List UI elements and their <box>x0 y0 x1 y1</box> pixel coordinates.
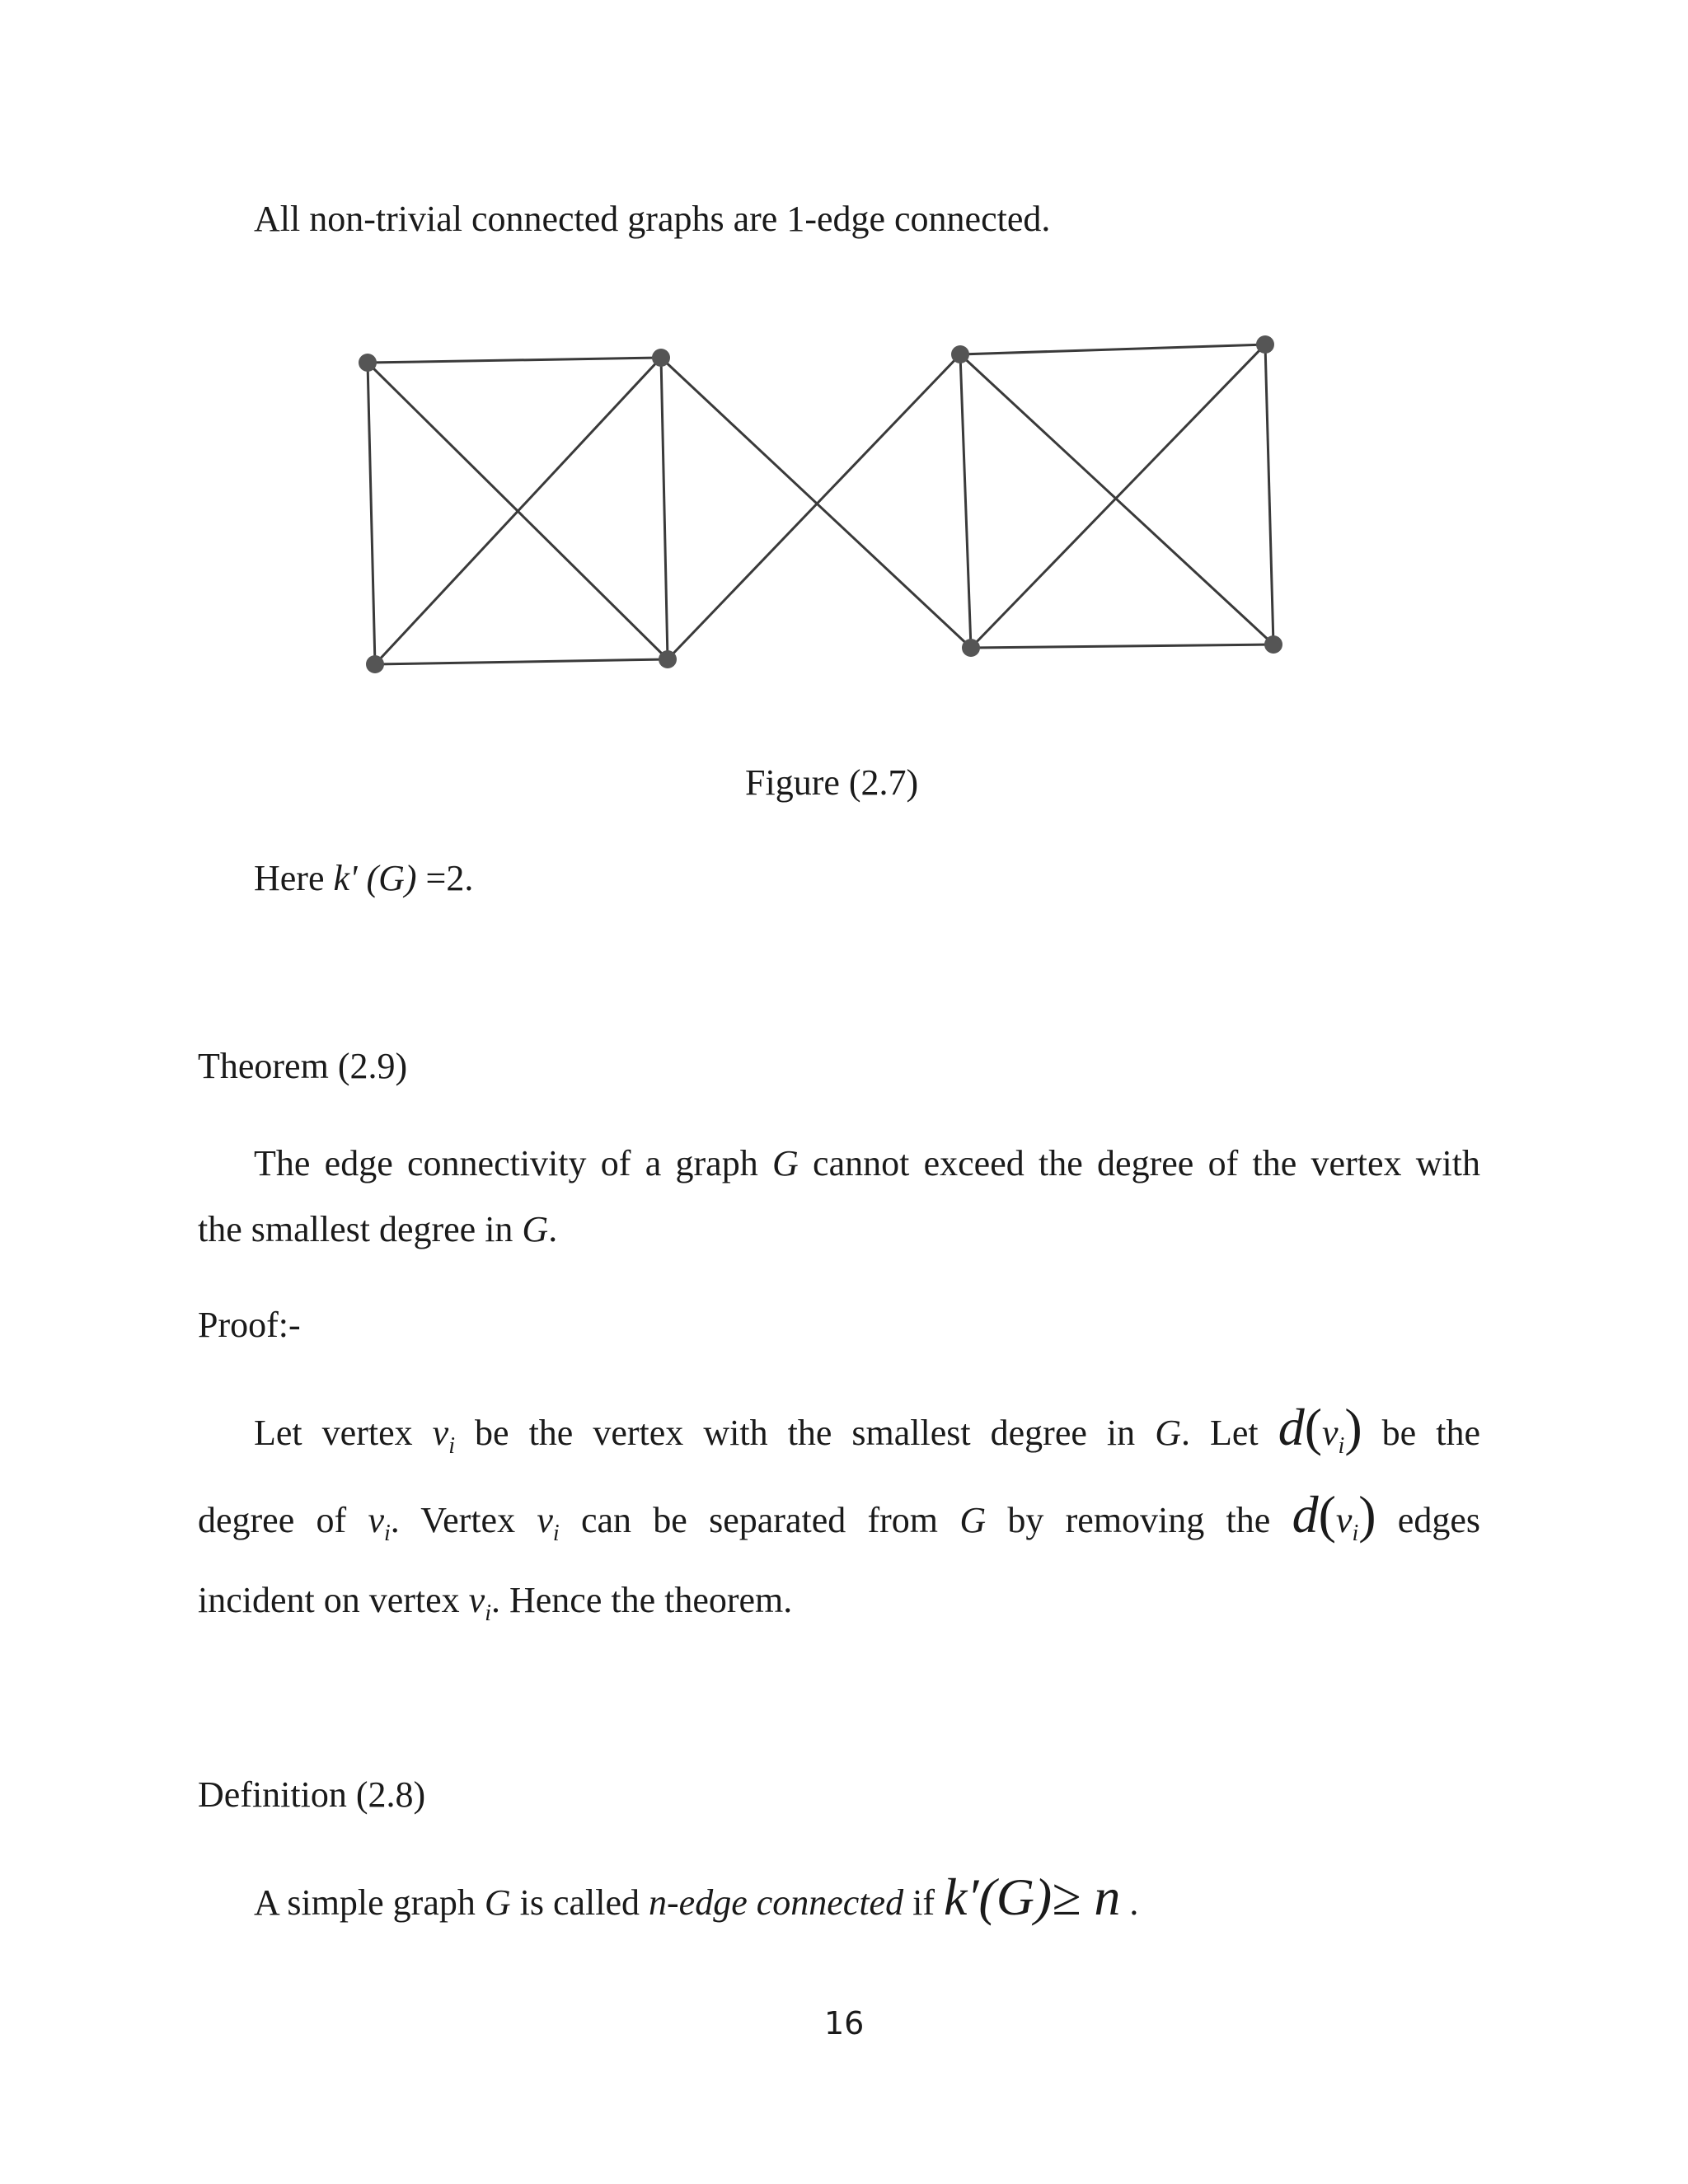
proof-heading: Proof:- <box>198 1305 301 1345</box>
graph-edge-e-g <box>960 354 971 648</box>
graph-edge-f-g <box>971 344 1265 648</box>
theorem-text-b: cannot exceed the degree of the vertex with <box>798 1143 1480 1183</box>
graph-vertex-a <box>359 354 377 372</box>
graph-edge-b-d <box>661 358 668 659</box>
math-g: G <box>1155 1413 1181 1453</box>
proof-l2-c: can be separated from <box>559 1500 960 1540</box>
math-d: d <box>1292 1485 1319 1544</box>
graph-vertex-e <box>951 345 969 363</box>
math-g: G <box>959 1500 987 1540</box>
math-sub-i: i <box>448 1433 455 1459</box>
graph-edge-a-c <box>368 363 375 664</box>
graph-edge-b-g <box>661 358 971 648</box>
math-sub-i: i <box>485 1601 491 1626</box>
proof-line-3 <box>198 1582 792 1625</box>
here-prefix: Here <box>254 858 334 898</box>
theorem-g: G <box>772 1143 799 1183</box>
graph-edge-b-c <box>375 358 661 664</box>
here-expr: k' (G) <box>333 858 417 898</box>
math-v: v <box>368 1500 384 1540</box>
definition-d: . <box>1120 1882 1139 1923</box>
proof-l2-a: degree of <box>198 1500 368 1540</box>
proof-l3-b: . Hence the theorem. <box>490 1580 793 1620</box>
theorem-text-a: The edge connectivity of a graph <box>254 1143 772 1183</box>
math-sub-i: i <box>1338 1433 1345 1459</box>
definition-heading: Definition (2.8) <box>198 1774 426 1815</box>
math-v: v <box>1322 1413 1339 1453</box>
definition-expr: k′(G)≥ n <box>943 1868 1121 1926</box>
theorem-text-c: the smallest degree in <box>198 1209 523 1249</box>
proof-l1-d: be the <box>1362 1413 1480 1453</box>
math-sub-i: i <box>383 1521 391 1546</box>
proof-l1-a: Let vertex <box>254 1413 433 1453</box>
page-number: 16 <box>824 2005 865 2041</box>
proof-l1-c: . Let <box>1180 1413 1278 1453</box>
graph-vertex-b <box>652 349 670 367</box>
theorem-line-1 <box>254 1143 1480 1183</box>
definition-term: n-edge connected <box>649 1882 904 1923</box>
math-sub-i: i <box>1352 1521 1359 1546</box>
theorem-text-d: . <box>548 1209 558 1249</box>
math-sub-i: i <box>552 1521 560 1546</box>
graph-vertex-g <box>962 639 980 657</box>
graph-edge-a-b <box>368 358 661 363</box>
graph-edge-g-h <box>971 644 1273 648</box>
math-v: v <box>537 1500 553 1540</box>
definition-a: A simple graph <box>254 1882 485 1923</box>
graph-edge-c-d <box>375 659 668 664</box>
proof-l2-d: by removing the <box>986 1500 1292 1540</box>
figure-caption: Figure (2.7) <box>745 762 919 803</box>
math-v: v <box>468 1580 485 1620</box>
proof-l3-a: incident on vertex <box>198 1580 469 1620</box>
here-suffix: =2. <box>416 858 474 898</box>
graph-vertex-h <box>1264 635 1282 654</box>
graph-vertex-d <box>659 650 677 668</box>
theorem-heading: Theorem (2.9) <box>198 1046 408 1086</box>
graph-vertex-f <box>1256 335 1274 354</box>
graph-vertex-c <box>366 655 384 673</box>
graph-edge-e-h <box>960 354 1273 644</box>
here-line <box>254 860 473 897</box>
math-v: v <box>1335 1500 1353 1540</box>
math-v: v <box>432 1413 449 1453</box>
proof-l2-b: . Vertex <box>390 1500 537 1540</box>
math-d: d <box>1278 1398 1305 1456</box>
graph-edge-d-e <box>668 354 960 659</box>
graph-edge-e-f <box>960 344 1265 354</box>
definition-line <box>254 1868 1139 1926</box>
proof-l1-b: be the vertex with the smallest degree in <box>454 1413 1156 1453</box>
graph-edge-f-h <box>1265 344 1273 644</box>
theorem-g-2: G <box>522 1209 549 1249</box>
proof-l2-e: edges <box>1376 1500 1480 1540</box>
intro-text: All non-trivial connected graphs are 1-edge connected. <box>254 199 1051 239</box>
theorem-line-2 <box>198 1209 558 1249</box>
proof-line-1: Let vertex $v_i$ be the vertex with the smallest degree in G. Let $d(v_i)$ be the <box>254 1398 1480 1459</box>
definition-c: if <box>903 1882 944 1923</box>
figure-graph <box>0 0 1688 742</box>
proof-line-2: degree of $v_i$. Vertex $v_i$ can be separated from G by removing the $d(v_i)$ edges <box>198 1485 1480 1546</box>
definition-b: is called <box>510 1882 649 1923</box>
definition-g: G <box>484 1882 511 1923</box>
